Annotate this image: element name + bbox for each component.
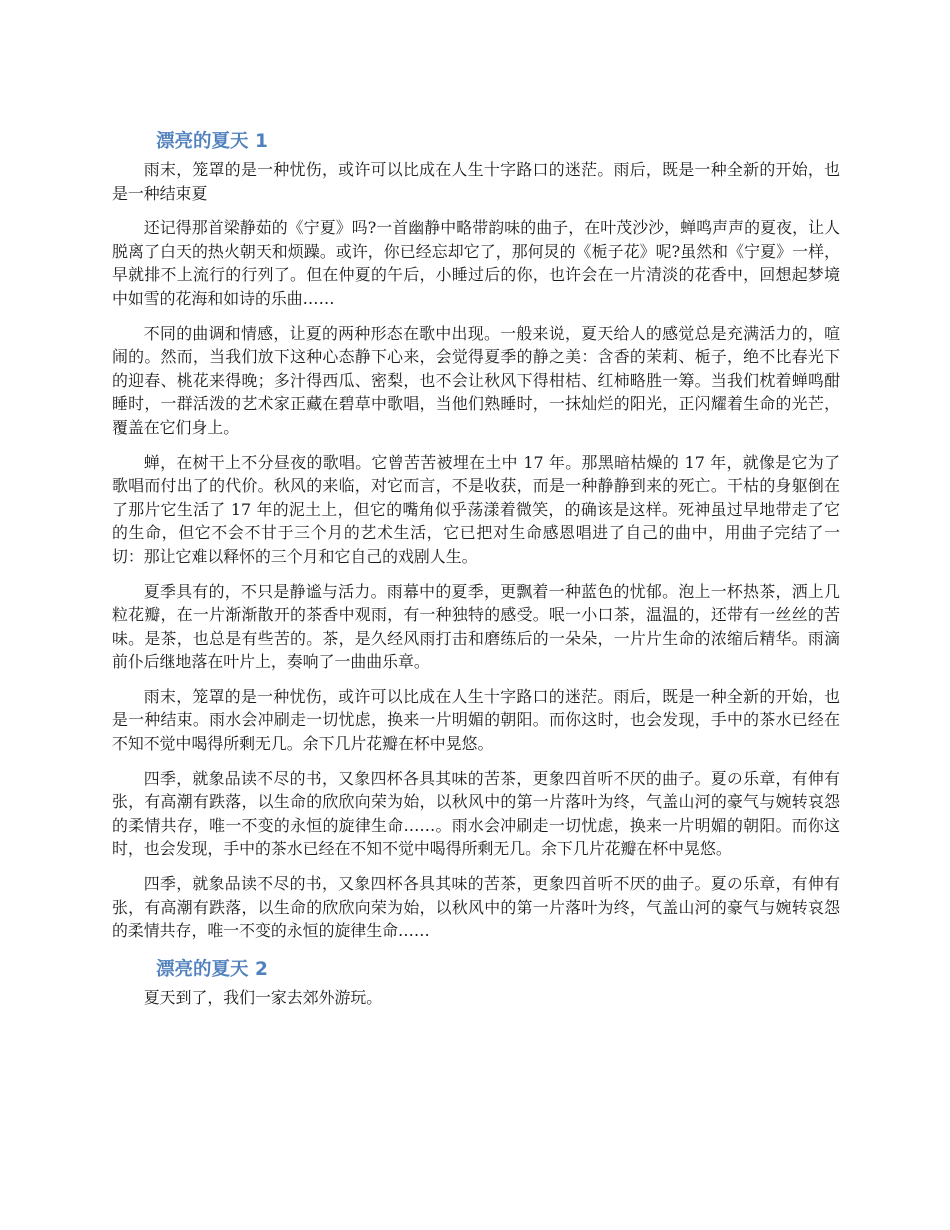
section-title-1: 漂亮的夏天 1 <box>156 131 268 152</box>
paragraph: 四季，就象品读不尽的书，又象四杯各具其味的苦茶，更象四首听不厌的曲子。夏の乐章，有伸有张，有高潮有跌落，以生命的欣欣向荣为始，以秋风中的第一片落叶为终，气盖山河的豪气与婉转哀怨的柔情共存，唯一不变的永恒的旋律生命…… <box>112 874 840 941</box>
paragraph: 夏天到了，我们一家去郊外游玩。 <box>143 987 383 1007</box>
paragraph: 四季，就象品读不尽的书，又象四杯各具其味的苦茶，更象四首听不厌的曲子。夏の乐章，有伸有张，有高潮有跌落，以生命的欣欣向荣为始，以秋风中的第一片落叶为终，气盖山河的豪气与婉转哀怨的柔情共存，唯一不变的永恒的旋律生命……。雨水会冲刷走一切忧虑，换来一片明媚的朝阳。而你这时，也会发现，手中的茶水已经在不知不觉中喝得所剩无几。余下几片花瓣在杯中晃悠。 <box>112 768 840 859</box>
paragraph: 蝉，在树干上不分昼夜的歌唱。它曾苦苦被埋在土中 17 年。那黑暗枯燥的 17 年，就像是它为了歌唱而付出了的代价。秋风的来临，对它而言，不是收获，而是一种静静到来的死亡。干枯的身躯倒在了那片它生活了 17 年的泥土上，但它的嘴角似乎荡漾着微笑，的确该是这样。死神虽过早地带走了它的生命，但它不会不甘于三个月的艺术生活，它已把对生命感恩唱进了自己的曲中，用曲子完结了一切：那让它难以释怀的三个月和它自己的戏剧人生。 <box>112 452 840 566</box>
paragraph: 夏季具有的，不只是静谧与活力。雨幕中的夏季，更飘着一种蓝色的忧郁。泡上一杯热茶，洒上几粒花瓣，在一片渐渐散开的茶香中观雨，有一种独特的感受。呡一小口茶，温温的，还带有一丝丝的苦味。是茶，也总是有些苦的。茶，是久经风雨打击和磨练后的一朵朵，一片片生命的浓缩后精华。雨滴前仆后继地落在叶片上，奏响了一曲曲乐章。 <box>112 581 840 672</box>
section-title-2: 漂亮的夏天 2 <box>156 958 268 980</box>
paragraph: 雨末，笼罩的是一种忧伤，或许可以比成在人生十字路口的迷茫。雨后，既是一种全新的开始，也是一种结束。雨水会冲刷走一切忧虑，换来一片明媚的朝阳。而你这时，也会发现，手中的茶水已经在不知不觉中喝得所剩无几。余下几片花瓣在杯中晃悠。 <box>112 686 840 754</box>
paragraph: 不同的曲调和情感，让夏的两种形态在歌中出现。一般来说，夏天给人的感觉总是充满活力的，喧闹的。然而，当我们放下这种心态静下心来，会觉得夏季的静之美：含香的茉莉、栀子，绝不比春光下的迎春、桃花来得晚；多汁得西瓜、密梨，也不会让秋风下得柑桔、红柿略胜一筹。当我们枕着蝉鸣酣睡时，一群活泼的艺术家正藏在碧草中歌唱，当他们熟睡时，一抹灿烂的阳光，正闪耀着生命的光芒，覆盖在它们身上。 <box>112 323 840 437</box>
document-body <box>112 126 840 1020</box>
paragraph: 雨末，笼罩的是一种忧伤，或许可以比成在人生十字路口的迷茫。雨后，既是一种全新的开始，也是一种结束夏 <box>112 160 840 203</box>
paragraph: 还记得那首梁静茹的《宁夏》吗?一首幽静中略带韵味的曲子，在叶茂沙沙，蝉鸣声声的夏夜，让人脱离了白天的热火朝天和烦躁。或许，你已经忘却它了，那何炅的《栀子花》呢?虽然和《宁夏》一样，早就排不上流行的行列了。但在仲夏的午后，小睡过后的你，也许会在一片清淡的花香中，回想起梦境中如雪的花海和如诗的乐曲…… <box>112 218 840 308</box>
